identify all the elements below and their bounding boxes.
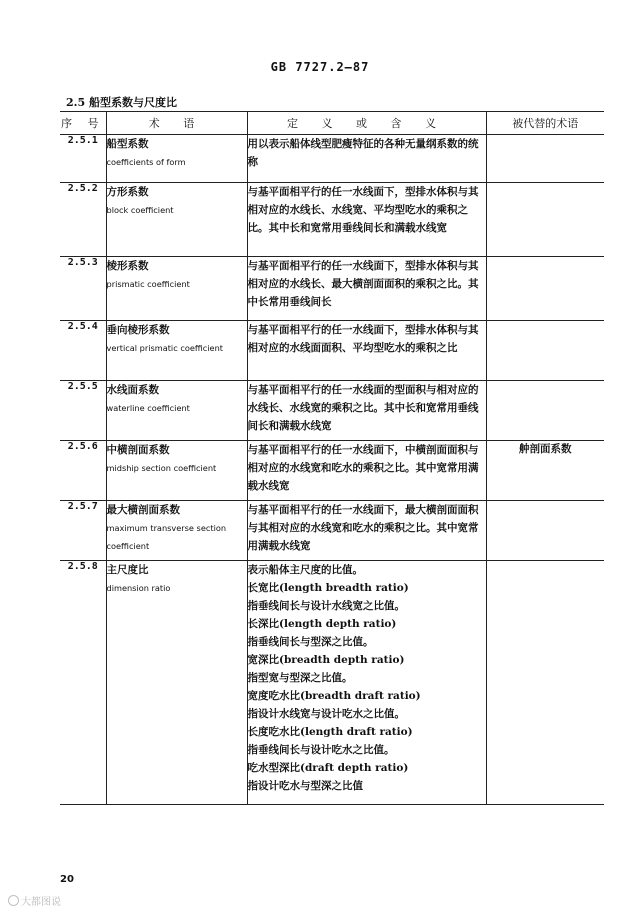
definition-cell	[247, 257, 486, 321]
page-number: 20	[60, 874, 74, 885]
definition-text: 与基平面相平行的任一水线面的型面积与相对应的水线长、水线宽的乘积之比。其中长和宽常用垂线间长和满载水线宽	[247, 384, 479, 432]
replaced-term-cell	[486, 321, 604, 381]
term-cell	[106, 135, 247, 183]
definition-line: 指设计吃水与型深之比值	[247, 780, 363, 792]
replaced-term-cell	[486, 381, 604, 441]
definition-text: 与基平面相平行的任一水线面下，型排水体积与其相对应的水线面面积、平均型吃水的乘积之比	[247, 324, 479, 354]
row-number: 2.5.4	[60, 321, 106, 381]
definition-line: 长深比(length depth ratio)	[247, 618, 397, 630]
definition-text: 与基平面相平行的任一水线面下，中横剖面面积与相对应的水线宽和吃水的乘积之比。其中宽常用满载水线宽	[247, 444, 479, 492]
term-cell	[106, 441, 247, 501]
definition-line: 指垂线间长与型深之比值。	[247, 636, 374, 648]
replaced-term-cell: 舯剖面系数	[486, 441, 604, 501]
row-number: 2.5.2	[60, 183, 106, 257]
definition-line: 长宽比(length breadth ratio)	[247, 582, 409, 594]
table-body	[60, 135, 604, 805]
term-chinese: 方形系数	[106, 186, 149, 198]
row-number: 2.5.6	[60, 441, 106, 501]
definition-line: 宽度吃水比(breadth draft ratio)	[247, 690, 421, 702]
definition-line: 指设计水线宽与设计吃水之比值。	[247, 708, 405, 720]
row-number: 2.5.8	[60, 561, 106, 805]
term-chinese: 主尺度比	[106, 564, 149, 576]
definition-line: 宽深比(breadth depth ratio)	[247, 654, 405, 666]
term-cell	[106, 183, 247, 257]
definition-cell	[247, 321, 486, 381]
table-row	[60, 441, 604, 501]
column-header-term: 术 语	[106, 112, 247, 135]
term-chinese: 水线面系数	[106, 384, 159, 396]
table-row	[60, 135, 604, 183]
definition-cell	[247, 561, 486, 805]
term-chinese: 垂向棱形系数	[106, 324, 170, 336]
term-english: vertical prismatic coefficient	[106, 343, 223, 353]
definition-line: 指型宽与型深之比值。	[247, 672, 353, 684]
definition-line: 指垂线间长与设计吃水之比值。	[247, 744, 395, 756]
replaced-term-cell	[486, 501, 604, 561]
definition-line: 吃水型深比(draft depth ratio)	[247, 762, 409, 774]
term-english: block coefficient	[106, 205, 174, 215]
terms-table	[60, 111, 604, 805]
definition-text: 与基平面相平行的任一水线面下，型排水体积与其相对应的水线长、最大横剖面面积的乘积之比。其中长常用垂线间长	[247, 260, 479, 308]
replaced-term-cell	[486, 183, 604, 257]
definition-text: 与基平面相平行的任一水线面下，最大横剖面面积与其相对应的水线宽和吃水的乘积之比。其中宽常用满载水线宽	[247, 504, 479, 552]
replaced-term-cell	[486, 135, 604, 183]
term-cell	[106, 561, 247, 805]
table-row	[60, 501, 604, 561]
term-english: dimension ratio	[106, 583, 171, 593]
definition-text: 与基平面相平行的任一水线面下，型排水体积与其相对应的水线长、水线宽、平均型吃水的乘积之比。其中长和宽常用垂线间长和满载水线宽	[247, 186, 479, 234]
term-cell	[106, 501, 247, 561]
definition-cell	[247, 381, 486, 441]
term-chinese: 船型系数	[106, 138, 149, 150]
definition-cell	[247, 501, 486, 561]
row-number: 2.5.1	[60, 135, 106, 183]
term-english: waterline coefficient	[106, 403, 190, 413]
term-english: coefficients of form	[106, 157, 186, 167]
replaced-term-cell	[486, 257, 604, 321]
definition-line: 长度吃水比(length draft ratio)	[247, 726, 413, 738]
column-header-replaced-term: 被代替的术语	[486, 112, 604, 135]
definition-cell	[247, 441, 486, 501]
term-english: maximum transverse section coefficient	[106, 523, 227, 551]
table-header-row	[60, 112, 604, 135]
column-header-number: 序 号	[60, 112, 106, 135]
term-chinese: 棱形系数	[106, 260, 149, 272]
definition-cell	[247, 183, 486, 257]
term-chinese: 最大横剖面系数	[106, 504, 180, 516]
watermark	[8, 893, 61, 908]
term-cell	[106, 381, 247, 441]
section-title: 2.5 船型系数与尺度比	[66, 96, 177, 109]
table-row	[60, 321, 604, 381]
term-english: prismatic coefficient	[106, 279, 190, 289]
definition-text: 用以表示船体线型肥瘦特征的各种无量纲系数的统称	[247, 138, 479, 168]
term-english: midship section coefficient	[106, 463, 217, 473]
term-cell	[106, 257, 247, 321]
table-row	[60, 257, 604, 321]
table-row	[60, 381, 604, 441]
watermark-text: 大都图说	[21, 897, 61, 908]
term-cell	[106, 321, 247, 381]
table-row	[60, 561, 604, 805]
definition-cell	[247, 135, 486, 183]
table-row	[60, 183, 604, 257]
standard-code-header: GB 7727.2—87	[270, 60, 370, 74]
watermark-logo-icon	[8, 895, 19, 906]
definition-line: 表示船体主尺度的比值。	[247, 564, 363, 576]
row-number: 2.5.3	[60, 257, 106, 321]
row-number: 2.5.7	[60, 501, 106, 561]
definition-line: 指垂线间长与设计水线宽之比值。	[247, 600, 405, 612]
replaced-term-cell	[486, 561, 604, 805]
term-chinese: 中横剖面系数	[106, 444, 170, 456]
column-header-definition: 定 义 或 含 义	[247, 112, 486, 135]
row-number: 2.5.5	[60, 381, 106, 441]
